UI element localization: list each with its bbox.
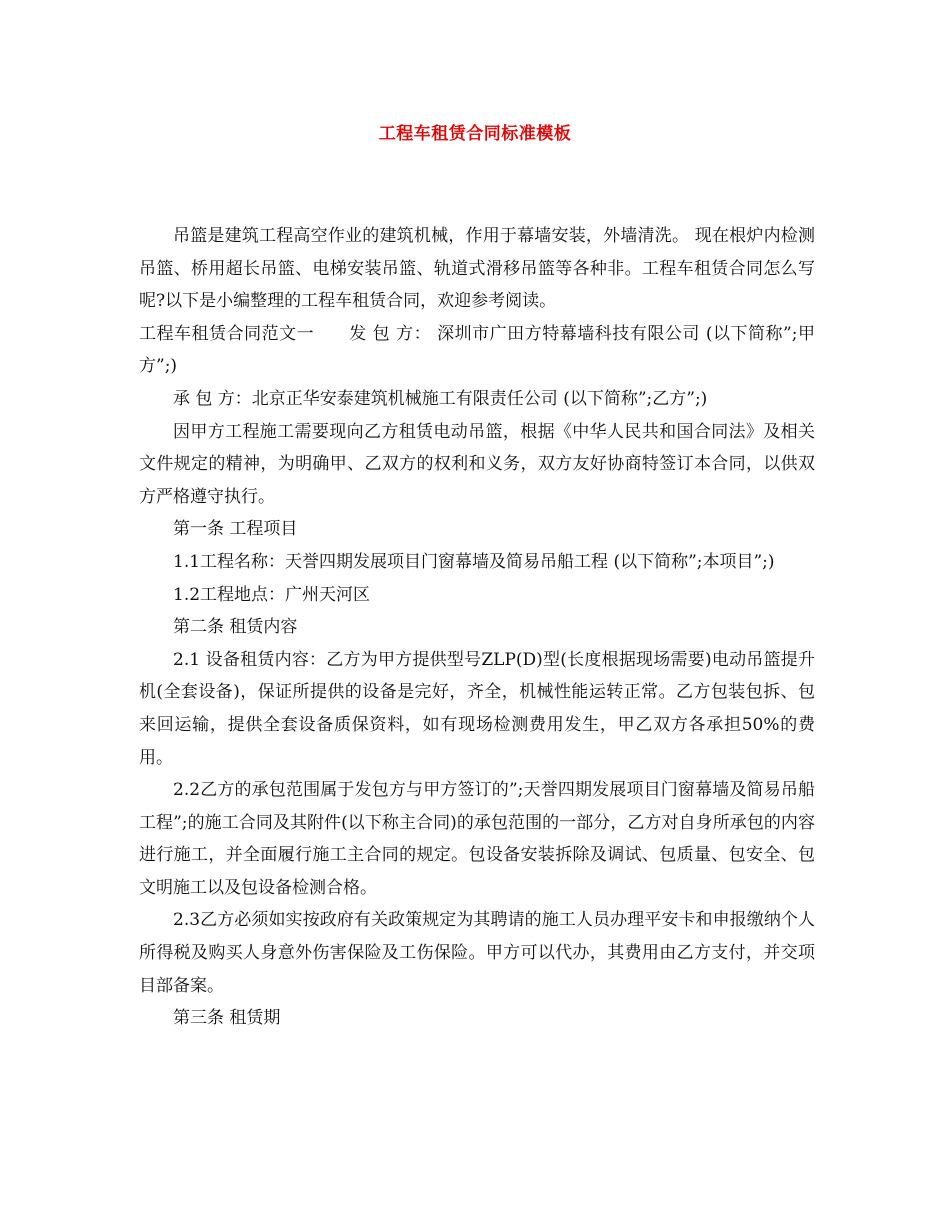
document-title: 工程车租赁合同标准模板 [378, 124, 572, 144]
paragraph: 第二条 租赁内容 [173, 617, 298, 638]
paragraph: 承 包 方：北京正华安泰建筑机械施工有限责任公司 (以下简称”;乙方”;) [173, 388, 708, 409]
paragraph: 第一条 工程项目 [173, 519, 298, 540]
paragraph: 2.2乙方的承包范围属于发包方与甲方签订的”;天誉四期发展项目门窗幕墙及简易吊船工程”;的施工合同及其附件(以下称主合同)的承包范围的一部分，乙方对自身所承包的内容进行施工，并全面履行施工主合同的规定。包设备安装拆除及调试、包质量、包安全、包文明施工以及包设备检测合格。 [139, 780, 815, 898]
paragraph: 吊篮是建筑工程高空作业的建筑机械，作用于幕墙安装，外墙清洗。 现在根炉内检测吊篮、桥用超长吊篮、电梯安装吊篮、轨道式滑移吊篮等各种非。工程车租赁合同怎么写呢?以下是小编整理的工程车租赁合同，欢迎参考阅读。 [139, 226, 815, 312]
paragraph: 1.2工程地点：广州天河区 [173, 584, 371, 605]
paragraph: 工程车租赁合同范文一 发 包 方： 深圳市广田方特幕墙科技有限公司 (以下简称”;甲方”;) [139, 323, 815, 377]
document-body [139, 220, 815, 1035]
paragraph: 2.1 设备租赁内容：乙方为甲方提供型号ZLP(D)型(长度根据现场需要)电动吊篮提升机(全套设备)，保证所提供的设备是完好，齐全，机械性能运转正常。乙方包装包拆、包来回运输，提供全套设备质保资料，如有现场检测费用发生，甲乙双方各承担50%的费用。 [139, 649, 815, 768]
paragraph: 1.1工程名称：天誉四期发展项目门窗幕墙及简易吊船工程 (以下简称”;本项目”;) [173, 551, 775, 572]
paragraph: 因甲方工程施工需要现向乙方租赁电动吊篮，根据《中华人民共和国合同法》及相关文件规定的精神，为明确甲、乙双方的权利和义务，双方友好协商特签订本合同，以供双方严格遵守执行。 [139, 421, 815, 507]
paragraph: 第三条 租赁期 [173, 1008, 281, 1029]
paragraph: 2.3乙方必须如实按政府有关政策规定为其聘请的施工人员办理平安卡和申报缴纳个人所得税及购买人身意外伤害保险及工伤保险。甲方可以代办，其费用由乙方支付，并交项目部备案。 [139, 910, 815, 996]
